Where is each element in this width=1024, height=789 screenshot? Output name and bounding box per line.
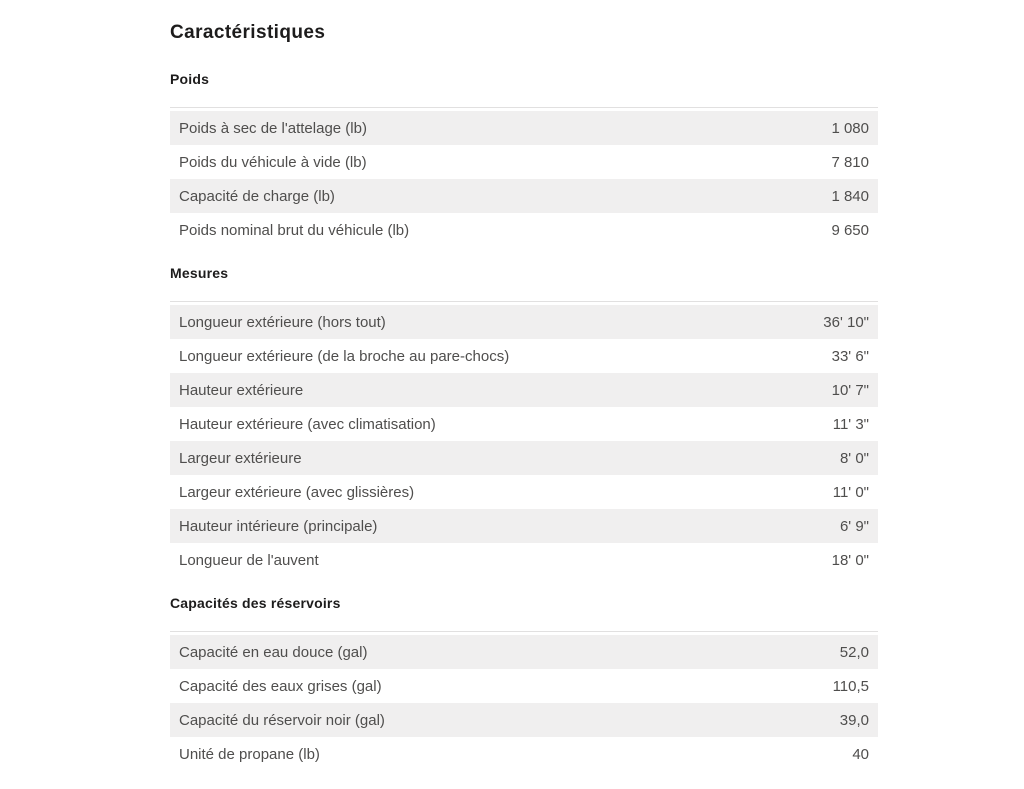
table-row bbox=[170, 213, 878, 247]
spec-label: Capacité du réservoir noir (gal) bbox=[179, 711, 385, 729]
table-row bbox=[170, 737, 878, 771]
table-row bbox=[170, 145, 878, 179]
spec-label: Longueur extérieure (hors tout) bbox=[179, 313, 386, 331]
spec-label: Poids nominal brut du véhicule (lb) bbox=[179, 221, 410, 239]
spec-label: Poids à sec de l'attelage (lb) bbox=[179, 119, 367, 137]
spec-label: Capacité des eaux grises (gal) bbox=[179, 677, 382, 695]
section-title-poids: Poids bbox=[170, 71, 210, 87]
spec-value: 9 650 bbox=[831, 221, 869, 239]
table-row bbox=[170, 407, 878, 441]
spec-value: 39,0 bbox=[839, 711, 869, 729]
table-row bbox=[170, 543, 878, 577]
spec-label: Longueur extérieure (de la broche au pare-chocs) bbox=[179, 347, 510, 365]
table-row bbox=[170, 635, 878, 669]
spec-value: 1 080 bbox=[831, 119, 869, 137]
table-row bbox=[170, 373, 878, 407]
table-row bbox=[170, 111, 878, 145]
spec-label: Capacité en eau douce (gal) bbox=[179, 643, 368, 661]
spec-table-mesures bbox=[170, 301, 878, 577]
spec-table-poids bbox=[170, 107, 878, 247]
section-capacites-reservoirs bbox=[170, 595, 878, 771]
specs-page bbox=[170, 22, 878, 789]
spec-value: 18' 0" bbox=[831, 551, 869, 569]
spec-label: Poids du véhicule à vide (lb) bbox=[179, 153, 367, 171]
spec-value: 110,5 bbox=[832, 677, 869, 695]
spec-value: 11' 3" bbox=[832, 415, 869, 433]
section-title-mesures: Mesures bbox=[170, 265, 229, 281]
table-row bbox=[170, 475, 878, 509]
spec-value: 7 810 bbox=[831, 153, 869, 171]
spec-value: 40 bbox=[852, 745, 869, 763]
spec-label: Unité de propane (lb) bbox=[179, 745, 320, 763]
spec-table-capacites bbox=[170, 631, 878, 771]
spec-value: 1 840 bbox=[831, 187, 869, 205]
spec-label: Capacité de charge (lb) bbox=[179, 187, 335, 205]
section-title-capacites: Capacités des réservoirs bbox=[170, 595, 341, 611]
spec-value: 6' 9" bbox=[839, 517, 869, 535]
spec-value: 52,0 bbox=[839, 643, 869, 661]
table-row bbox=[170, 703, 878, 737]
spec-label: Hauteur extérieure (avec climatisation) bbox=[179, 415, 436, 433]
section-mesures bbox=[170, 265, 878, 577]
table-row bbox=[170, 305, 878, 339]
spec-value: 11' 0" bbox=[832, 483, 869, 501]
spec-label: Largeur extérieure (avec glissières) bbox=[179, 483, 415, 501]
table-row bbox=[170, 179, 878, 213]
spec-label: Longueur de l'auvent bbox=[179, 551, 319, 569]
table-row bbox=[170, 339, 878, 373]
spec-label: Largeur extérieure bbox=[179, 449, 302, 467]
spec-value: 8' 0" bbox=[839, 449, 869, 467]
page-title: Caractéristiques bbox=[170, 22, 326, 43]
spec-label: Hauteur intérieure (principale) bbox=[179, 517, 378, 535]
table-row bbox=[170, 509, 878, 543]
section-poids bbox=[170, 71, 878, 247]
spec-label: Hauteur extérieure bbox=[179, 381, 304, 399]
table-row bbox=[170, 441, 878, 475]
spec-value: 10' 7" bbox=[831, 381, 869, 399]
spec-value: 36' 10" bbox=[823, 313, 869, 331]
table-row bbox=[170, 669, 878, 703]
spec-value: 33' 6" bbox=[831, 347, 869, 365]
